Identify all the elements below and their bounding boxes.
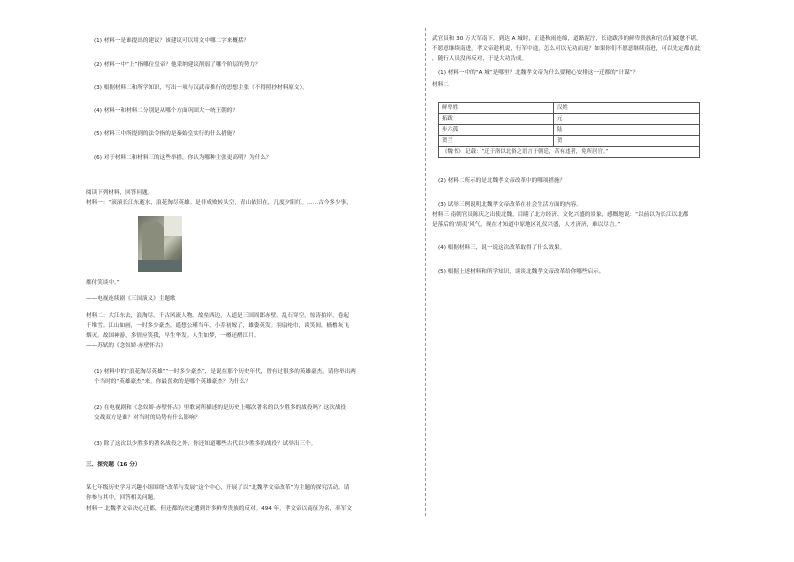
section-3-intro-a: 某七年级历史学习兴趣小组围绕“改革与发展”这个中心，开展了以“北魏孝文帝改革”为主题的探究活动。请 (86, 485, 350, 491)
photo-sky (164, 216, 182, 236)
material-1-text: 材料一：“滚滚长江东逝水，浪花淘尽英雄。是非成败转头空，青山依旧在，几度夕阳红。……古今多少事， (86, 200, 352, 206)
question-3-4: (4) 根据材料三，说一说这次改革取得了什么效果。 (438, 245, 566, 251)
question-1-4: (4) 材料一和材料二分别是从哪个方面巩固大一统王朝的？ (94, 108, 238, 114)
question-1-5: (5) 材料三中所提到的法令指的是秦始皇实行的什么措施？ (94, 131, 238, 137)
table-cell: 贺兰 (439, 136, 554, 147)
material-1-source: ——电视连续剧《三国演义》主题歌 (86, 296, 176, 302)
question-1-3: (3) 根据材料二和所学知识，写出一项与汉武帝推行的思想主张（不得照抄材料原文）。 (94, 85, 308, 91)
question-1-1: (1) 材料一是谁提出的建议？该建议可以用文中哪二字来概括？ (94, 38, 250, 44)
section-3-material-1: 材料一 北魏孝文帝决心迁都，但还都的决定遭到许多鲜卑贵族的反对。494 年，孝文帝以南征为名，率军文 (86, 506, 352, 512)
question-1-6: (6) 对于材料二和材料三的这些举措，你认为哪种主张更高明？为什么？ (94, 155, 272, 161)
table-note: 《魏书》 记载：“迁于洛以北俗之语言于朝廷，苦有违者，免所居官。” (439, 147, 700, 158)
question-3-1: (1) 材料一中的“A 城”是哪里？北魏孝文帝为什么要精心安排这一迁都的“计谋”？ (438, 70, 639, 76)
table-row (439, 103, 700, 114)
question-2-1b: 个当时的“英雄豪杰”来。你最喜欢的是哪个英雄豪杰？为什么？ (94, 379, 251, 385)
question-3-3: (3) 试举三例说明北魏孝文帝改革在社会生活方面的内容。 (438, 202, 582, 208)
material-1-text-end: 都付笑谈中。” (86, 280, 120, 286)
material-2-title: 材料二 (432, 82, 449, 88)
table-cell: 陆 (554, 125, 700, 136)
photo-water (138, 260, 182, 272)
material-1-cont-3: ，随行人员没再反对，于是大功告成。 (432, 56, 528, 62)
material-2-line-1: 材料二：大江东去，浪淘尽，千古风流人物。故垒西边，人道是三国周郎赤壁。乱石穿空，惊涛拍岸，卷起 (86, 313, 349, 319)
reading-instruction: 阅读下列材料，回答问题。 (86, 190, 154, 196)
material-3-line-2: 是落后的‘胡夷’风气，现在才知道中原地区礼仪兴盛，人才济济，难以尽言。” (432, 222, 621, 228)
table-cell: 拓跋 (439, 114, 554, 125)
section-3-heading: 三、探究题（16 分） (86, 462, 141, 468)
table-cell: 鲜卑姓 (439, 103, 554, 114)
question-3-2: (2) 材料二所示的是北魏孝文帝改革中的哪项措施？ (438, 178, 566, 184)
material-1-cont-2: 不愿意继续南进，孝文帝趁机说，行军中途，怎么可以无功而返？如果你们不愿意继续南进，可以先定都在此 (432, 46, 701, 52)
table-cell: 元 (554, 114, 700, 125)
question-2-3: (3) 除了这次以少胜多的著名战役之外，你还知道哪些古代以少胜多的战役？试举出三个。 (94, 441, 317, 447)
material-1-cont-1: 武官员和 30 万大军南下，到达 A 城时，正逢秋雨连绵，道路泥泞，长途跋涉的鲜卑贵族和官员们疲惫不堪， (432, 36, 702, 42)
table-cell: 步六孤 (439, 125, 554, 136)
table-row (439, 114, 700, 125)
table-row (439, 125, 700, 136)
column-divider (425, 28, 426, 516)
surname-table (438, 102, 700, 158)
red-cliff-photo (138, 216, 182, 272)
table-cell: 汉姓 (554, 103, 700, 114)
material-2-line-3: 烟灭。故国神游，多情应笑我，早生华发。人生如梦，一樽还酹江月。 (86, 333, 260, 339)
table-row (439, 136, 700, 147)
question-2-2a: (2) 在电视剧和《念奴娇·赤壁怀古》里歌词所描述的是历史上哪次著名的以少胜多的战役吗？这次战役 (94, 405, 347, 411)
question-3-5: (5) 根据上述材料和所学知识，谈谈北魏孝文帝改革给你哪些启示。 (438, 269, 605, 275)
question-2-1a: (1) 材料中的“浪花淘尽英雄”“一时多少豪杰”，是说在那个历史年代，曾有过很多的英雄豪杰。请你举出两 (94, 369, 356, 375)
material-2-line-2: 千堆雪。江山如画，一时多少豪杰。遥想公瑾当年，小乔初嫁了，雄姿英发。羽扇纶巾，谈笑间，樯橹灰飞 (86, 323, 349, 329)
material-2-source: ——苏轼的《念奴娇·赤壁怀古》 (86, 343, 167, 349)
question-1-2: (2) 材料一中“上”指哪位皇帝？他采纳建议削弱了哪个阶层的势力？ (94, 62, 261, 68)
question-2-2b: 交战双方是谁？对当时的局势有什么影响？ (94, 415, 201, 421)
section-3-intro-b: 你参与其中，回答相关问题。 (86, 495, 159, 501)
material-3-line-1: 材料三 南朝官员陈庆之出使北魏，目睹了北方经济、文化兴盛的景象，感慨地说：“以前以为长江以北都 (432, 212, 689, 218)
table-row (439, 147, 700, 158)
table-cell: 贺 (554, 136, 700, 147)
